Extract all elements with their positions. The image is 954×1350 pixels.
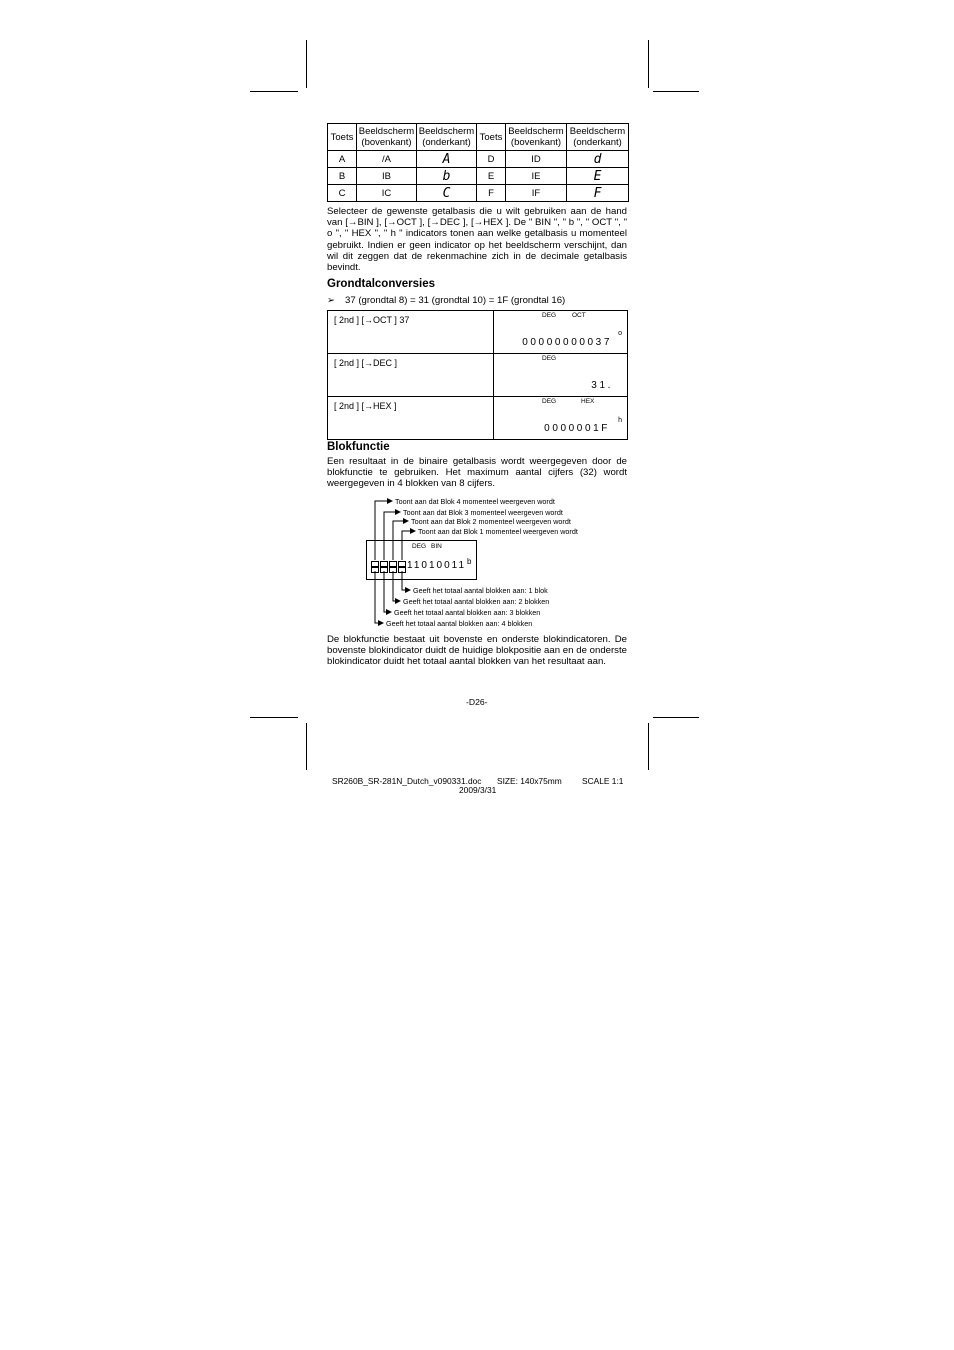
annotation-total2: Geeft het totaal aantal blokken aan: 2 blokken: [403, 597, 550, 606]
base-suffix: o: [618, 330, 622, 337]
closing-paragraph: De blokfunctie bestaat uit bovenste en onderste blokindicatoren. De bovenste blokindicator duidt de huidige blokpositie aan en de onderste blokindicator duidt het totaal aantal blokken van het resultaat aan.: [327, 634, 627, 668]
base-suffix: b: [467, 557, 472, 566]
table-cell: D: [477, 151, 506, 168]
table-cell: IF: [506, 185, 567, 202]
leader-total2: [393, 571, 400, 601]
deg-indicator: DEG: [412, 543, 427, 550]
binary-digits: 11010011: [407, 560, 467, 571]
base-suffix: h: [618, 417, 622, 424]
block-indicator-top-4: [372, 562, 379, 567]
segment-glyph: A: [417, 151, 477, 168]
table-header-cell: Beeldscherm (bovenkant): [357, 124, 417, 151]
bullet-arrow-icon: ➢: [327, 295, 336, 306]
segment-glyph: E: [567, 168, 629, 185]
block-indicator-top-1: [399, 562, 406, 567]
footer-date: 2009/3/31: [459, 785, 497, 795]
annotation-block2: Toont aan dat Blok 2 momenteel weergeven wordt: [411, 517, 571, 526]
deg-indicator: DEG: [542, 398, 557, 405]
deg-indicator: DEG: [542, 312, 557, 319]
display-digits: 00000000037: [522, 337, 612, 348]
key-sequence: [ 2nd ] [→DEC ]: [334, 358, 398, 368]
table-cell: B: [328, 168, 357, 185]
bin-indicator: BIN: [431, 543, 442, 550]
table-header-cell: Toets: [477, 124, 506, 151]
footer-filename: SR260B_SR-281N_Dutch_v090331.doc: [332, 776, 482, 786]
table-header-cell: Beeldscherm (onderkant): [567, 124, 629, 151]
table-header-cell: Beeldscherm (bovenkant): [506, 124, 567, 151]
leader-total4: [375, 571, 383, 623]
table-cell: A: [328, 151, 357, 168]
annotation-total4: Geeft het totaal aantal blokken aan: 4 blokken: [386, 619, 533, 628]
block-indicator-top-2: [390, 562, 397, 567]
display-digits: 0000001F: [544, 423, 610, 434]
table-cell: IE: [506, 168, 567, 185]
table-cell: F: [477, 185, 506, 202]
section-heading-blokfunctie: Blokfunctie: [327, 441, 390, 453]
table-header-cell: Toets: [328, 124, 357, 151]
annotation-block4: Toont aan dat Blok 4 momenteel weergeven wordt: [395, 497, 555, 506]
segment-glyph: F: [567, 185, 629, 202]
example-text: 37 (grondtal 8) = 31 (grondtal 10) = 1F (grondtal 16): [345, 295, 566, 306]
annotation-total1: Geeft het totaal aantal blokken aan: 1 blok: [413, 586, 548, 595]
block-function-paragraph: Een resultaat in de binaire getalbasis wordt weergegeven door de blokfunctie te gebruiken. Het maximum aantal cijfers (32) wordt weergegeven in 4 blokken van 8 cijfers.: [327, 456, 627, 490]
footer-scale: SCALE 1:1: [582, 776, 624, 786]
segment-glyph: C: [417, 185, 477, 202]
block-indicator-top-3: [381, 562, 388, 567]
leader-total3: [384, 571, 391, 612]
annotation-total3: Geeft het totaal aantal blokken aan: 3 blokken: [394, 608, 541, 617]
table-cell: E: [477, 168, 506, 185]
hex-indicator: HEX: [581, 398, 595, 405]
leader-block3: [384, 512, 400, 560]
intro-paragraph: Selecteer de gewenste getalbasis die u wilt gebruiken aan de hand van [→BIN ], [→OCT ], [→DEC ], [→HEX ]. De " BIN ", " b ", " OCT ", " o ", " HEX ", " h " indicators tonen aan welke getalbasis u momenteel gebruikt. Indien er geen indicator op het beeldscherm verschijnt, dan wil dit zeggen dat de rekenmachine zich in de decimale getalbasis bevindt.: [327, 206, 627, 274]
annotation-block1: Toont aan dat Blok 1 momenteel weergeven wordt: [418, 527, 578, 536]
section-heading-grondtalconversies: Grondtalconversies: [327, 278, 436, 290]
deg-indicator: DEG: [542, 355, 557, 362]
key-sequence: [ 2nd ] [→OCT ] 37: [334, 315, 410, 325]
leader-total1: [402, 571, 410, 590]
table-header-cell: Beeldscherm (onderkant): [417, 124, 477, 151]
table-cell: ID: [506, 151, 567, 168]
footer-size: SIZE: 140x75mm: [497, 776, 562, 786]
table-cell: IC: [357, 185, 417, 202]
display-digits: 31.: [591, 380, 613, 391]
table-cell: IB: [357, 168, 417, 185]
segment-glyph: b: [417, 168, 477, 185]
oct-indicator: OCT: [572, 312, 586, 319]
page-number: -D26-: [466, 697, 488, 707]
table-cell: C: [328, 185, 357, 202]
key-sequence: [ 2nd ] [→HEX ]: [334, 401, 397, 411]
annotation-block3: Toont aan dat Blok 3 momenteel weergeven wordt: [403, 508, 563, 517]
table-cell: /A: [357, 151, 417, 168]
segment-glyph: d: [567, 151, 629, 168]
